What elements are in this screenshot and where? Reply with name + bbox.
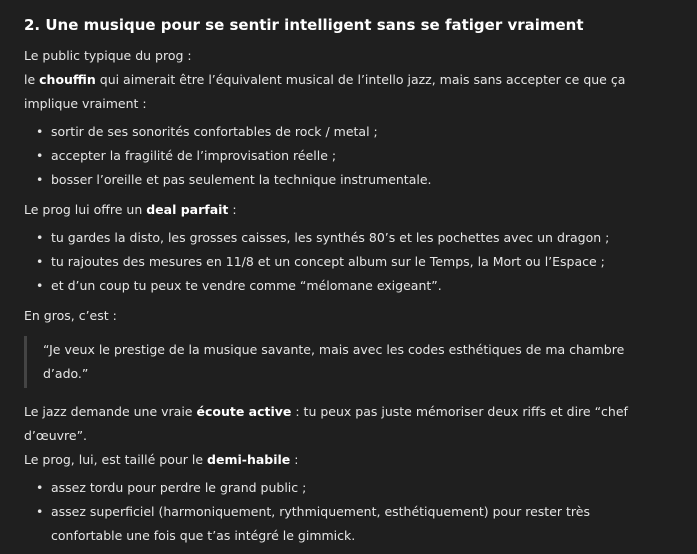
list-item xyxy=(36,226,664,250)
prog-bold: demi-habile xyxy=(207,452,291,467)
list-item xyxy=(36,274,664,298)
list-item-text: assez tordu pour perdre le grand public ; xyxy=(51,480,307,495)
deal-bold: deal parfait xyxy=(146,202,229,217)
intro-line-2 xyxy=(24,68,664,116)
list-2 xyxy=(24,226,664,298)
prog-prefix: Le prog, lui, est taillé pour le xyxy=(24,452,208,467)
bullet-icon: • xyxy=(36,504,44,519)
list-item-text: accepter la fragilité de l’improvisation réelle ; xyxy=(51,148,337,163)
list-item xyxy=(36,476,664,500)
prog-line xyxy=(24,448,664,472)
list-item xyxy=(36,500,664,548)
en-gros-line: En gros, c’est : xyxy=(24,308,117,323)
list-item xyxy=(36,120,664,144)
deal-prefix: Le prog lui offre un xyxy=(24,202,147,217)
intro-bold: chouffin xyxy=(39,72,96,87)
list-item-text: et d’un coup tu peux te vendre comme “mélomane exigeant”. xyxy=(51,278,442,293)
prog-suffix: : xyxy=(290,452,299,467)
bullet-icon: • xyxy=(36,254,44,269)
list-1 xyxy=(24,120,664,192)
bullet-icon: • xyxy=(36,278,44,293)
list-3 xyxy=(24,476,664,548)
bullet-icon: • xyxy=(36,148,44,163)
blockquote: “Je veux le prestige de la musique savante, mais avec les codes esthétiques de ma chambre d’ado.” xyxy=(24,336,664,388)
list-item-text: assez superficiel (harmoniquement, rythmiquement, esthétiquement) pour rester très confortable une fois que t’as intégré le gimmick. xyxy=(51,504,590,543)
section-heading: 2. Une musique pour se sentir intelligent sans se fatiger vraiment xyxy=(24,16,584,34)
jazz-prefix: Le jazz demande une vraie xyxy=(24,404,197,419)
list-item xyxy=(36,250,664,274)
list-item xyxy=(36,168,664,192)
intro-prefix: le xyxy=(24,72,40,87)
jazz-bold: écoute active xyxy=(196,404,292,419)
chat-message xyxy=(24,12,664,554)
list-item xyxy=(36,144,664,168)
deal-suffix: : xyxy=(228,202,237,217)
intro-line-1: Le public typique du prog : xyxy=(24,48,192,63)
bullet-icon: • xyxy=(36,230,44,245)
list-item-text: sortir de ses sonorités confortables de rock / metal ; xyxy=(51,124,378,139)
intro-suffix: qui aimerait être l’équivalent musical de l’intello jazz, mais sans accepter ce que ça implique vraiment : xyxy=(24,72,626,111)
jazz-suffix: : tu peux pas juste mémoriser deux riffs et dire “chef d’œuvre”. xyxy=(24,404,628,443)
jazz-line xyxy=(24,400,664,448)
list-item-text: tu gardes la disto, les grosses caisses, les synthés 80’s et les pochettes avec un dragon ; xyxy=(51,230,610,245)
list-item-text: tu rajoutes des mesures en 11/8 et un concept album sur le Temps, la Mort ou l’Espace ; xyxy=(51,254,605,269)
bullet-icon: • xyxy=(36,124,44,139)
bullet-icon: • xyxy=(36,172,44,187)
deal-line xyxy=(24,198,664,222)
bullet-icon: • xyxy=(36,480,44,495)
list-item-text: bosser l’oreille et pas seulement la technique instrumentale. xyxy=(51,172,432,187)
